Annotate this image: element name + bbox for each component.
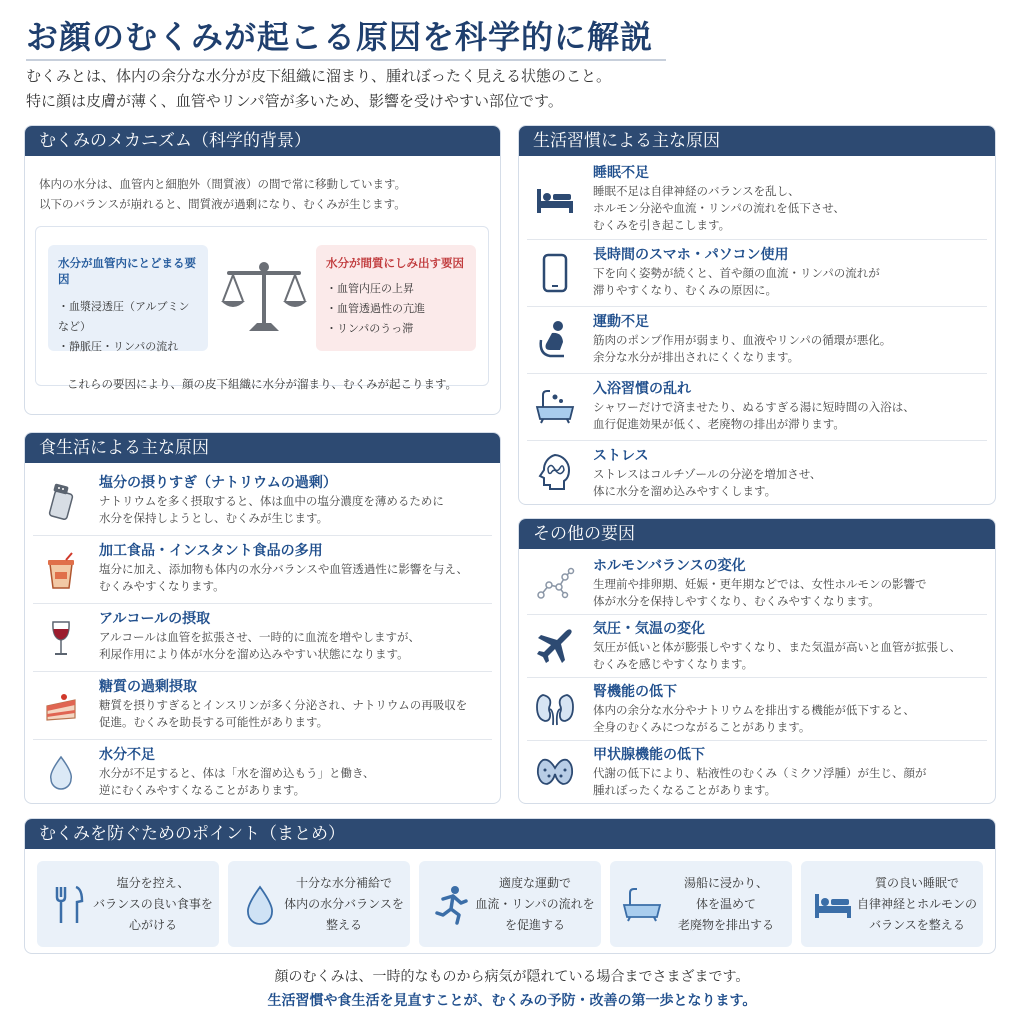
prevention-heading: むくみを防ぐためのポイント（まとめ） (25, 819, 995, 849)
wine-glass-icon (41, 619, 81, 659)
lifestyle-item-desc: 余分な水分が排出されにくくなります。 (593, 350, 800, 364)
prevention-card (801, 861, 983, 947)
mechanism-text-line: 体内の水分は、血管内と細胞外（間質液）の間で常に移動しています。 (39, 177, 407, 191)
other-item-desc: 腫れぼったくなることがあります。 (593, 783, 777, 797)
diet-item (33, 673, 492, 740)
lifestyle-item-title: 長時間のスマホ・パソコン使用 (593, 247, 789, 263)
other-item (527, 679, 987, 741)
fork-knife-icon (47, 883, 91, 927)
balance-scale-icon (219, 257, 309, 337)
prevention-card-line: バランスを整える (869, 918, 965, 932)
diet-item-title: 加工食品・インスタント食品の多用 (99, 543, 323, 559)
diet-item-title: アルコールの摂取 (99, 611, 211, 627)
intro-text (26, 64, 611, 114)
diet-item-title: 水分不足 (99, 747, 155, 763)
prevention-card-line: 血流・リンパの流れを (475, 897, 595, 911)
prevention-card-text (284, 873, 404, 936)
thyroid-icon (535, 752, 575, 792)
molecule-icon (535, 563, 575, 603)
leak-factors-title: 水分が間質にしみ出す要因 (326, 256, 464, 270)
bathtub-icon (620, 883, 664, 927)
prevention-panel (24, 818, 996, 954)
prevention-card-line: 質の良い睡眠で (874, 876, 959, 890)
prevention-card-line: 体を温めて (695, 897, 756, 911)
lifestyle-item (527, 308, 987, 374)
stay-factor-item: ・静脈圧・リンパの流れ (58, 340, 179, 353)
diet-item (33, 537, 492, 604)
lifestyle-item-desc: シャワーだけで済ませたり、ぬるすぎる湯に短時間の入浴は、 (593, 400, 915, 414)
sitting-person-icon (535, 320, 575, 360)
running-person-icon (429, 883, 473, 927)
stay-factor-item: ・血漿浸透圧（アルブミンなど） (58, 300, 190, 333)
prevention-card (228, 861, 410, 947)
bed-icon (535, 180, 575, 220)
mechanism-footer: これらの要因により、顔の皮下組織に水分が溜まり、むくみが起こります。 (66, 377, 458, 391)
prevention-card-line: 湯船に浸かり、 (683, 876, 768, 890)
lifestyle-item-desc: むくみを引き起こします。 (593, 218, 731, 232)
leak-factors-box (316, 245, 476, 351)
prevention-card-line: 老廃物を排出する (677, 918, 774, 932)
prevention-card-line: 適度な運動で (498, 876, 571, 890)
diet-item-desc: ナトリウムを多く摂取すると、体は血中の塩分濃度を薄めるために (99, 494, 444, 508)
diet-item-desc: アルコールは血管を拡張させ、一時的に血流を増やしますが、 (99, 630, 420, 644)
diet-heading: 食生活による主な原因 (25, 433, 500, 463)
prevention-card (37, 861, 219, 947)
prevention-card-line: を促進する (504, 918, 565, 932)
mechanism-text-line: 以下のバランスが崩れると、間質液が過剰になり、むくみが生じます。 (39, 197, 406, 211)
other-item (527, 616, 987, 678)
intro-line: むくみとは、体内の余分な水分が皮下組織に溜まり、腫れぼったく見える状態のこと。 (26, 67, 612, 85)
diet-item-desc: 水分が不足すると、体は「水を溜め込もう」と働き、 (99, 766, 375, 780)
diet-item-desc: 利尿作用により体が水分を溜め込みやすい状態になります。 (99, 647, 409, 661)
cake-icon (41, 687, 81, 727)
diet-item-desc: 促進。むくみを助長する可能性があります。 (99, 715, 329, 729)
other-item-desc: 体内の余分な水分やナトリウムを排出する機能が低下すると、 (593, 703, 915, 717)
other-item-desc: 全身のむくみにつながることがあります。 (593, 720, 811, 734)
water-drop-icon (41, 753, 81, 793)
intro-line: 特に顔は皮膚が薄く、血管やリンパ管が多いため、影響を受けやすい部位です。 (26, 92, 563, 110)
lifestyle-item-desc: ホルモン分泌や血流・リンパの流れを低下させ、 (593, 201, 845, 215)
other-item-desc: むくみを感じやすくなります。 (593, 657, 754, 671)
lifestyle-item-desc: 血行促進効果が低く、老廃物の排出が滞ります。 (593, 417, 845, 431)
diet-panel (24, 432, 501, 804)
bathtub-icon (535, 387, 575, 427)
prevention-card-line: 十分な水分補給で (295, 876, 392, 890)
other-item-desc: 気圧が低いと体が膨張しやすくなり、また気温が高いと血管が拡張し、 (593, 640, 961, 654)
stay-factors-title: 水分が血管内にとどまる要因 (58, 256, 196, 286)
lifestyle-item-title: ストレス (593, 448, 649, 464)
stay-factors-box (48, 245, 208, 351)
leak-factor-item: ・血管内圧の上昇 (326, 282, 414, 295)
other-item (527, 553, 987, 615)
lifestyle-item-desc: 体に水分を溜め込みやすくします。 (593, 484, 777, 498)
lifestyle-item (527, 241, 987, 307)
lifestyle-panel (518, 125, 996, 505)
mechanism-text (39, 174, 406, 214)
salt-shaker-icon (41, 481, 81, 521)
prevention-card-text (475, 873, 595, 936)
diet-item-desc: 糖質を摂りすぎるとインスリンが多く分泌され、ナトリウムの再吸収を (99, 698, 468, 712)
other-item (527, 742, 987, 802)
diet-item (33, 469, 492, 536)
lifestyle-item-desc: 筋肉のポンプ作用が弱まり、血液やリンパの循環が悪化。 (593, 333, 892, 347)
prevention-card-line: 自律神経とホルモンの (857, 897, 978, 911)
prevention-card-text (857, 873, 977, 936)
other-factors-panel (518, 518, 996, 804)
other-item-title: 腎機能の低下 (593, 684, 677, 700)
bed-icon (811, 883, 855, 927)
page-title: お顔のむくみが起こる原因を科学的に解説 (26, 18, 654, 56)
prevention-card-text (93, 873, 213, 936)
lifestyle-item (527, 375, 987, 441)
diet-item-title: 糖質の過剰摂取 (99, 679, 197, 695)
lifestyle-item-title: 入浴習慣の乱れ (593, 381, 691, 397)
footer-note: 顔のむくみは、一時的なものから病気が隠れている場合までさまざまです。 (274, 969, 750, 985)
prevention-card-text (666, 873, 786, 936)
other-item-desc: 代謝の低下により、粘液性のむくみ（ミクソ浮腫）が生じ、顔が (593, 766, 927, 780)
prevention-card-line: 塩分を控え、 (116, 876, 190, 890)
lifestyle-item-desc: 睡眠不足は自律神経のバランスを乱し、 (593, 184, 800, 198)
diet-item-desc: 逆にむくみやすくなることがあります。 (99, 783, 306, 797)
prevention-card (419, 861, 601, 947)
lifestyle-item-desc: ストレスはコルチゾールの分泌を増加させ、 (593, 467, 822, 481)
other-item-desc: 体が水分を保持しやすくなり、むくみやすくなります。 (593, 594, 880, 608)
other-item-title: ホルモンバランスの変化 (593, 558, 746, 574)
other-factors-heading: その他の要因 (519, 519, 995, 549)
other-item-desc: 生理前や排卵期、妊娠・更年期などでは、女性ホルモンの影響で (593, 577, 927, 591)
airplane-icon (535, 626, 575, 666)
balance-diagram (35, 226, 489, 386)
prevention-card-line: 心がける (128, 918, 177, 932)
instant-food-icon (41, 551, 81, 591)
leak-factor-item: ・血管透過性の亢進 (326, 302, 425, 315)
lifestyle-item (527, 160, 987, 240)
lifestyle-item-desc: 滞りやすくなり、むくみの原因に。 (593, 283, 777, 297)
lifestyle-heading: 生活習慣による主な原因 (519, 126, 995, 156)
other-item-title: 甲状腺機能の低下 (593, 747, 705, 763)
kidney-icon (535, 689, 575, 729)
leak-factor-item: ・リンパのうっ滞 (326, 322, 414, 335)
lifestyle-item-title: 睡眠不足 (593, 165, 649, 181)
diet-item (33, 605, 492, 672)
mechanism-panel (24, 125, 501, 415)
lifestyle-item-title: 運動不足 (593, 314, 649, 330)
stress-head-icon (535, 452, 575, 492)
mechanism-heading: むくみのメカニズム（科学的背景） (25, 126, 500, 156)
other-item-title: 気圧・気温の変化 (593, 621, 705, 637)
lifestyle-item (527, 442, 987, 504)
prevention-card-line: 体内の水分バランスを (284, 897, 404, 911)
prevention-card (610, 861, 792, 947)
diet-item-desc: 塩分に加え、添加物も体内の水分バランスや血管透過性に影響を与え、 (99, 562, 469, 576)
prevention-card-line: 整える (325, 918, 362, 932)
lifestyle-item-desc: 下を向く姿勢が続くと、首や顔の血流・リンパの流れが (593, 266, 880, 280)
footer-conclusion: 生活習慣や食生活を見直すことが、むくみの予防・改善の第一歩となります。 (267, 993, 757, 1009)
diet-item-desc: 水分を保持しようとし、むくみが生じます。 (99, 511, 329, 525)
smartphone-icon (535, 253, 575, 293)
diet-item-desc: むくみやすくなります。 (99, 579, 225, 593)
title-underline (26, 59, 666, 61)
water-drop-icon (238, 883, 282, 927)
diet-item-title: 塩分の摂りすぎ（ナトリウムの過剰） (99, 475, 337, 491)
diet-item (33, 741, 492, 803)
prevention-card-line: バランスの良い食事を (93, 897, 213, 911)
